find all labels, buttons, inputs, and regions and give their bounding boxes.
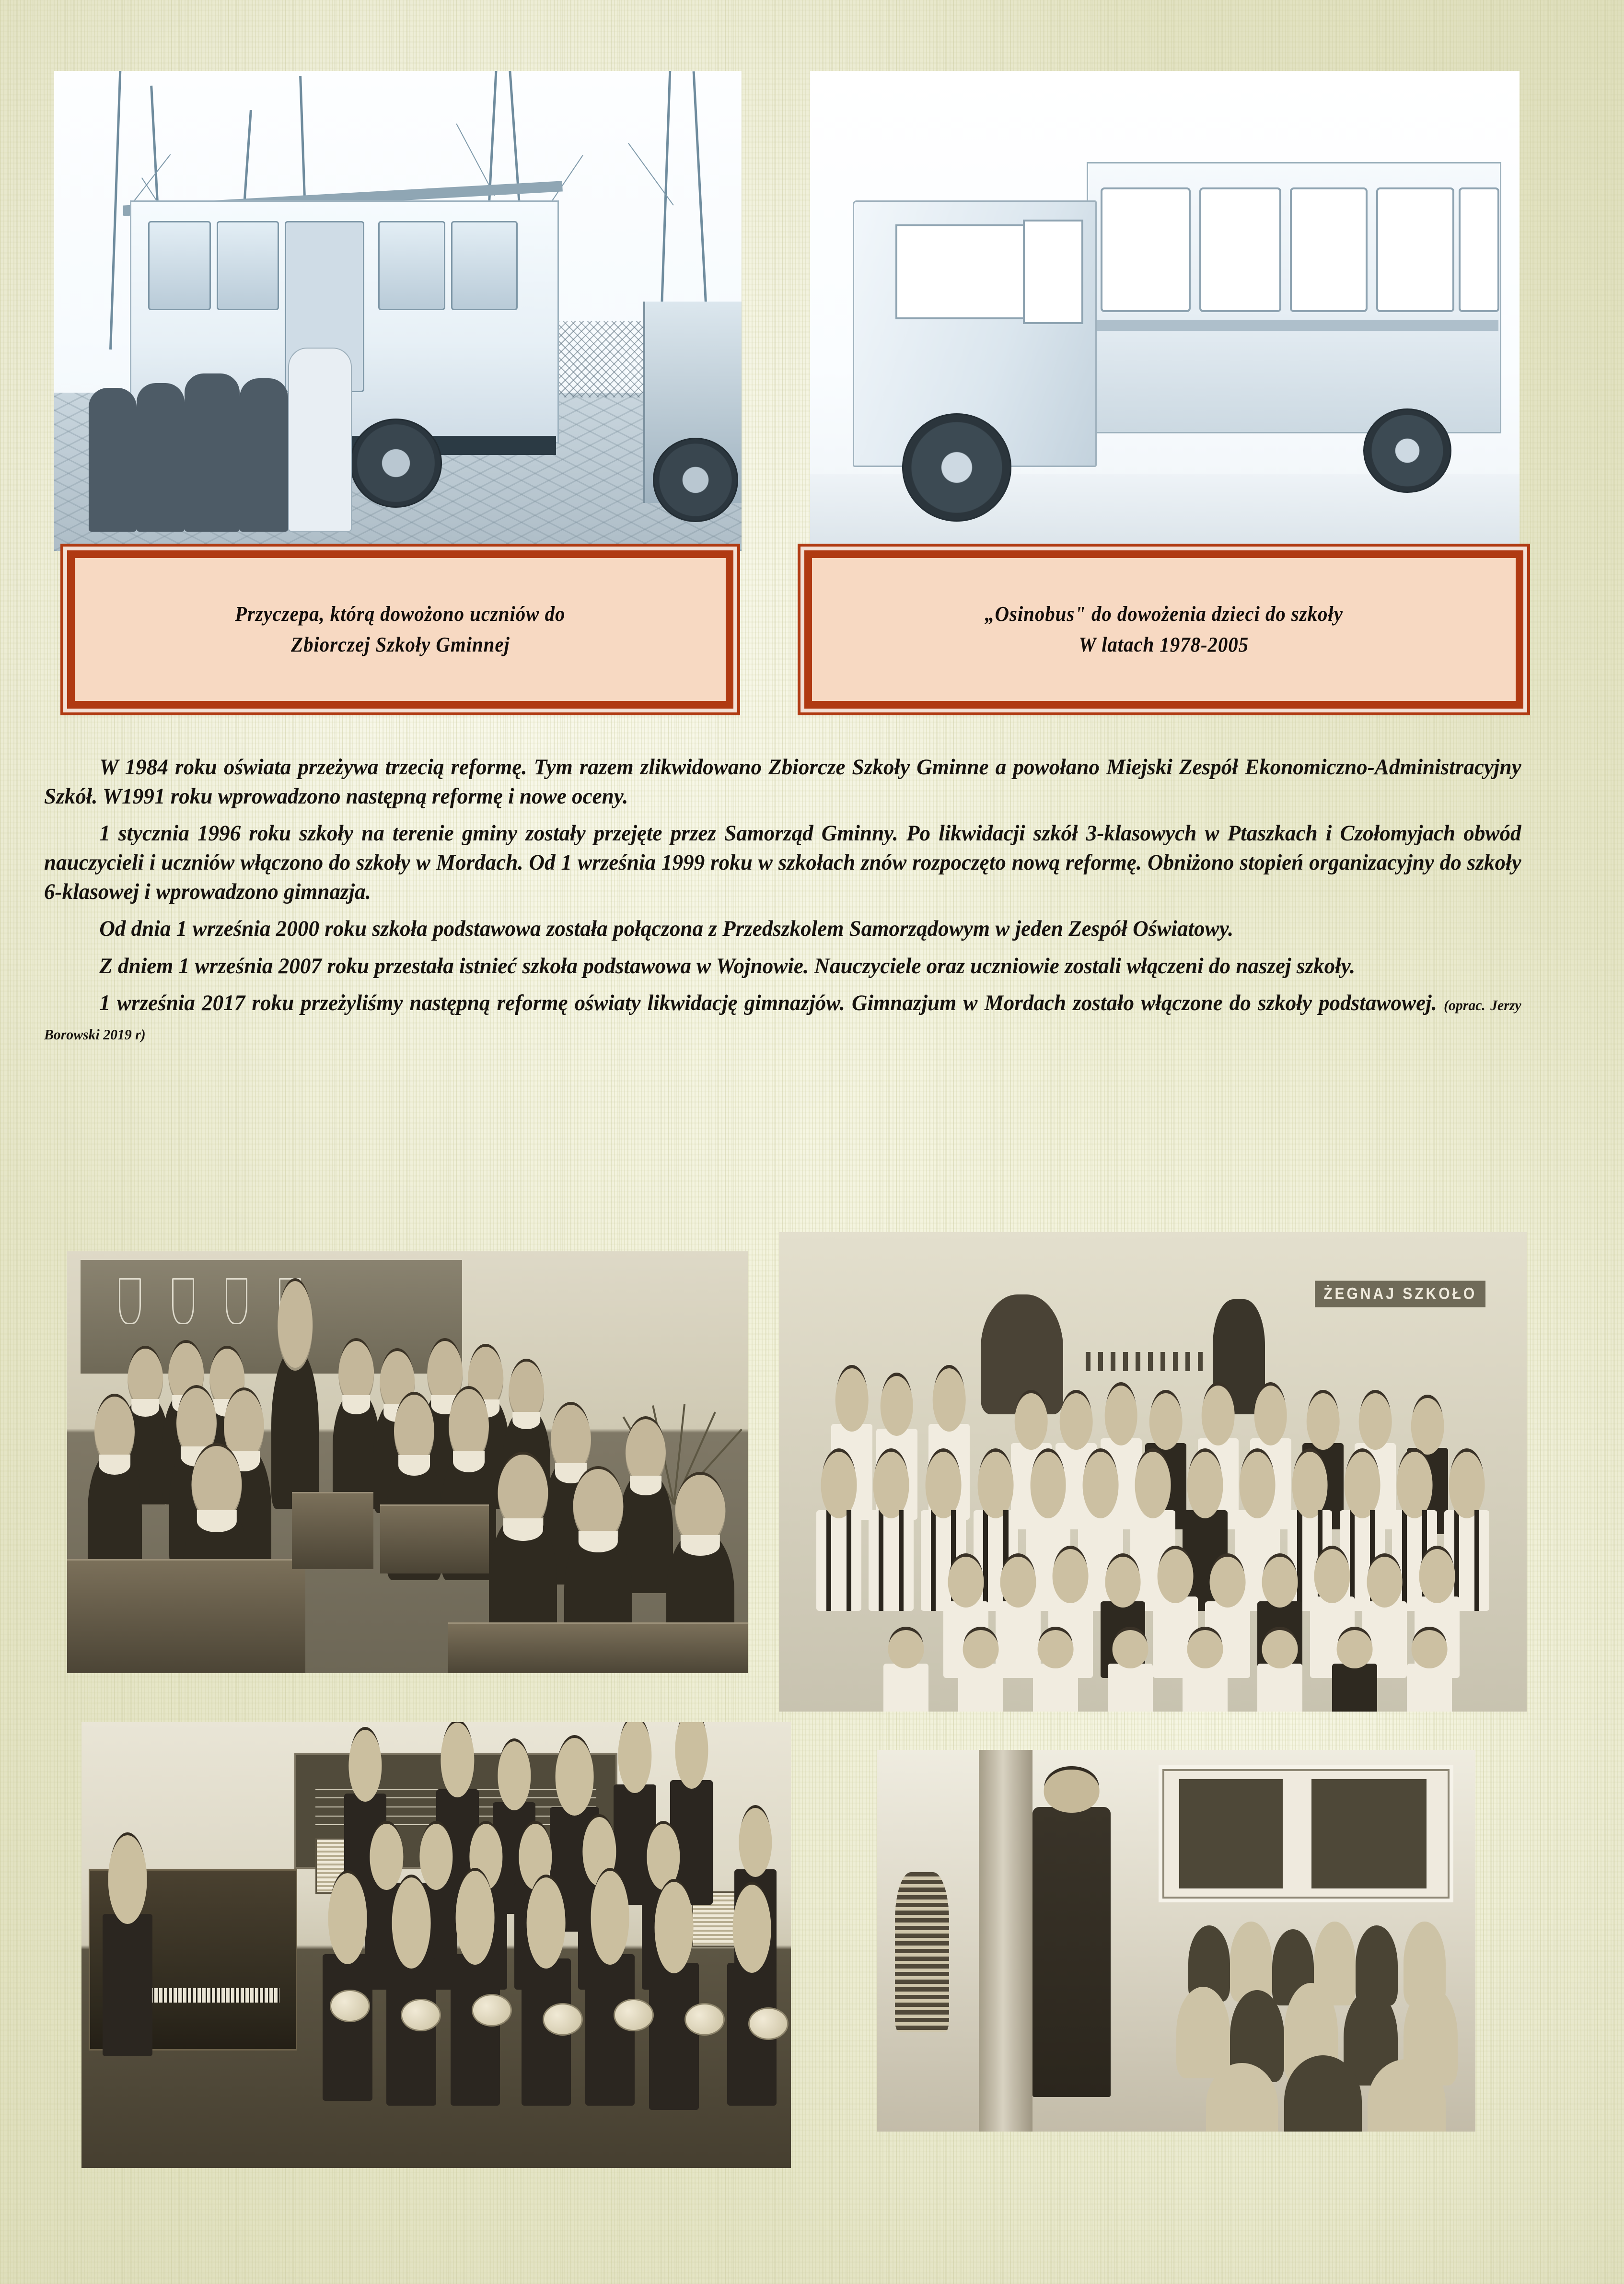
head — [278, 1281, 313, 1371]
pupil-figure — [451, 1954, 500, 2106]
pupil-figure — [1183, 1664, 1228, 1712]
pupil-figure — [958, 1664, 1003, 1712]
window-pane — [1179, 1779, 1283, 1888]
mandolin-icon — [748, 2007, 789, 2040]
bus-window — [1459, 187, 1499, 312]
photo-mandolin-orchestra — [81, 1722, 791, 2168]
pupil-figure — [240, 378, 288, 532]
column-icon — [979, 1750, 1032, 2132]
caption-line-1: „Osinobus" do dowożenia dzieci do szkoły — [985, 602, 1343, 626]
school-desk — [448, 1622, 748, 1673]
chalk-drawing-icon — [172, 1278, 194, 1324]
pupil-figure — [1257, 1664, 1302, 1712]
teacher-figure — [271, 1348, 319, 1508]
bus-side-stripe — [1087, 320, 1498, 331]
pupil-figure — [869, 1510, 914, 1611]
pupil-figure — [137, 383, 185, 532]
head — [1044, 1770, 1100, 1813]
school-desk — [67, 1559, 305, 1673]
mandolin-icon — [330, 1990, 370, 2022]
paragraph-last-text: 1 września 2017 roku przeżyliśmy następną reformę oświaty likwidację gimnazjów. Gimnazjum w Mordach zostało włączone do szkoły podstawowej. — [99, 990, 1437, 1015]
wheel-icon — [653, 438, 738, 522]
pupil-figure — [1230, 1922, 1272, 2002]
garland-icon — [1086, 1352, 1206, 1371]
chalk-drawing-icon — [119, 1278, 141, 1324]
school-desk — [380, 1504, 489, 1573]
pupil-figure — [88, 1450, 142, 1576]
photo-school-assembly — [877, 1750, 1475, 2132]
paragraph: Od dnia 1 września 2000 roku szkoła podstawowa została połączona z Przedszkolem Samorządowym w jeden Zespół Oświatowy. — [99, 916, 1234, 942]
paragraph: 1 stycznia 1996 roku szkoły na terenie gminy zostały przejęte przez Samorząd Gminny. Po likwidacji szkół 3-klasowych w Ptaszkach i Czołomyjach obwód nauczycieli i uczniów włączono do szkoły w Mordach. Od 1 września 1999 roku w szkołach znów rozpoczęto nową reformę. Obniżono stopień organizacyjny do szkoły 6-klasowej i wprowadzono gimnazja. — [44, 821, 1521, 905]
school-desk — [292, 1492, 373, 1569]
bus-passenger-box — [1087, 162, 1501, 433]
pupil-figure — [1332, 1664, 1377, 1712]
bus-window — [1101, 187, 1191, 312]
paragraph-last — [44, 989, 1521, 1047]
pupil-figure — [386, 1958, 436, 2106]
window-icon — [1159, 1765, 1453, 1903]
pupil-figure — [649, 1963, 699, 2110]
pupil-figure — [185, 373, 240, 532]
wheel-icon — [350, 419, 442, 508]
trailer-window — [451, 221, 518, 310]
pupil-figure — [1407, 1664, 1452, 1712]
mandolin-icon — [614, 1999, 654, 2031]
pupil-figure — [1033, 1664, 1078, 1712]
pupil-figure — [288, 348, 352, 532]
banner-zegnaj-szkolo: ŻEGNAJ SZKOŁO — [1315, 1281, 1485, 1307]
wheel-icon — [902, 413, 1011, 522]
window-pane — [1311, 1779, 1427, 1888]
mandolin-icon — [401, 1999, 441, 2031]
pianist-figure — [103, 1914, 152, 2057]
speaker-figure — [1032, 1807, 1110, 2097]
attribution: (oprac. Jerzy Borowski 2019 r) — [44, 996, 1521, 1043]
photo-osinobus — [810, 71, 1520, 550]
pupil-figure — [1176, 1987, 1230, 2078]
trailer-window — [378, 221, 445, 310]
mandolin-icon — [472, 1994, 512, 2027]
pupil-figure — [1108, 1664, 1153, 1712]
bus-window — [1199, 187, 1281, 312]
pupil-figure — [883, 1664, 928, 1712]
pupil-figure — [89, 388, 137, 532]
caption-box-trailer — [67, 550, 733, 709]
trailer-window — [217, 221, 279, 310]
paragraph: W 1984 roku oświata przeżywa trzecią reformę. Tym razem zlikwidowano Zbiorcze Szkoły Gminne a powołano Miejski Zespół Ekonomiczno-Administracyjny Szkół. W1991 roku wprowadzono następną reformę i nowe oceny. — [44, 755, 1521, 809]
bus-window — [1376, 187, 1454, 312]
caption-line-1: Przyczepa, którą dowożono uczniów do — [235, 602, 566, 626]
caption-line-2: W latach 1978-2005 — [1079, 633, 1249, 656]
pupil-figure — [816, 1510, 861, 1611]
caption-line-2: Zbiorczej Szkoły Gminnej — [290, 633, 510, 656]
mandolin-icon — [684, 2003, 725, 2036]
bystander-figure — [895, 1872, 949, 2032]
pupil-figure — [323, 1954, 372, 2101]
trailer-window — [148, 221, 210, 310]
paragraph: Z dniem 1 września 2007 roku przestała istnieć szkoła podstawowa w Wojnowie. Nauczyciele oraz uczniowie zostali włączeni do naszej szkoły. — [99, 953, 1356, 979]
article-body — [44, 753, 1583, 1055]
coat-icon — [981, 1294, 1063, 1414]
photo-trailer-bus — [54, 71, 742, 551]
bus-window — [1290, 187, 1368, 312]
wheel-icon — [1363, 408, 1451, 493]
chalk-drawing-icon — [226, 1278, 248, 1324]
photo-group-zegnaj-szkolo — [779, 1232, 1527, 1712]
mandolin-icon — [543, 2003, 583, 2036]
cab-door-window — [1023, 220, 1083, 324]
caption-box-osinobus — [804, 550, 1523, 709]
photo-classroom — [67, 1251, 748, 1673]
